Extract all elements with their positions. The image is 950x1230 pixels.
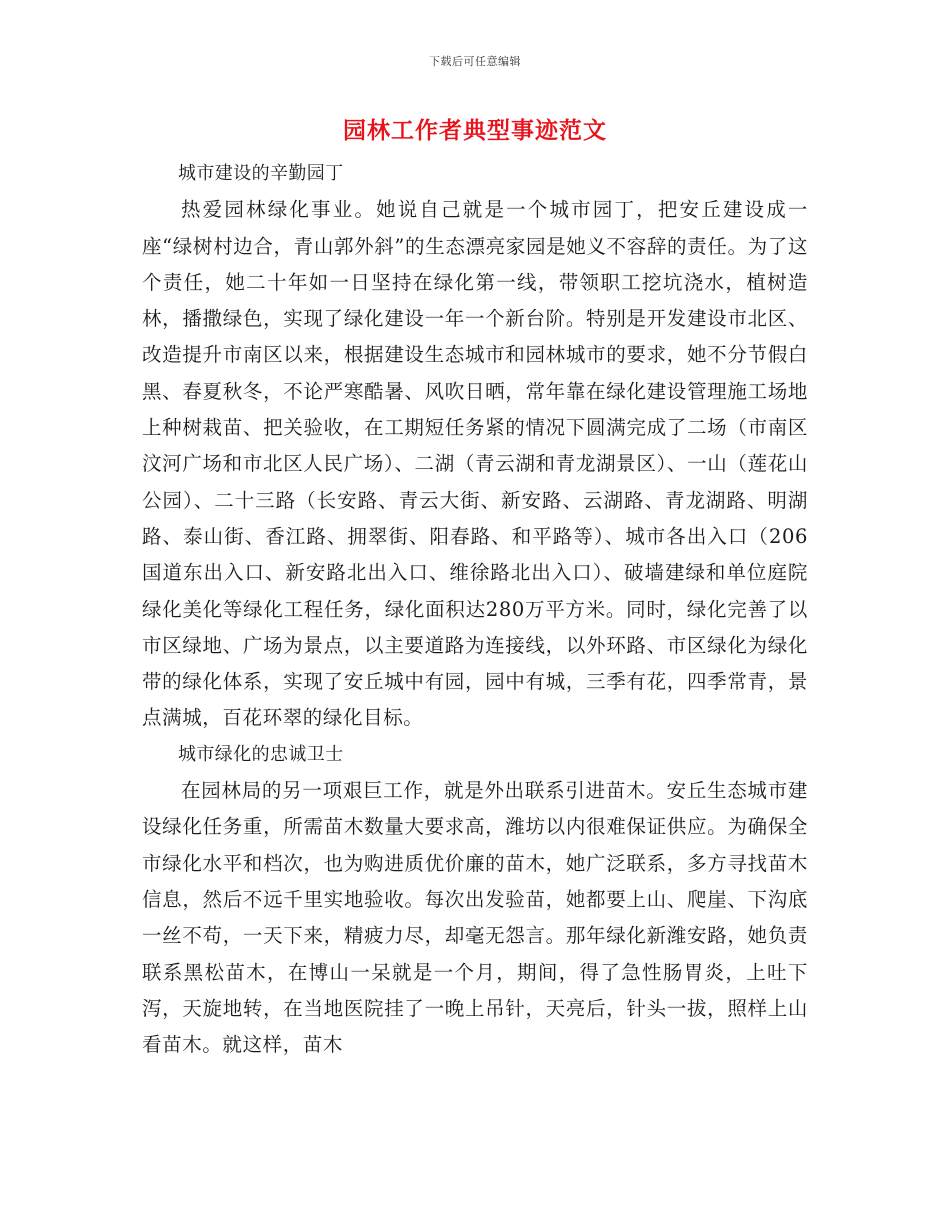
body-paragraph: 热爱园林绿化事业。她说自己就是一个城市园丁，把安丘建设成一座“绿树村边合，青山郭外斜”的生态漂亮家园是她义不容辞的责任。为了这个责任，她二十年如一日坚持在绿化第一线，带领职工挖坑浇水，植树造林，播撒绿色，实现了绿化建设一年一个新台阶。特别是开发建设市北区、改造提升市南区以来，根据建设生态城市和园林城市的要求，她不分节假白黑、春夏秋冬，不论严寒酷暑、风吹日晒，常年靠在绿化建设管理施工场地上种树栽苗、把关验收，在工期短任务紧的情况下圆满完成了二场（市南区汶河广场和市北区人民广场）、二湖（青云湖和青龙湖景区）、一山（莲花山公园）、二十三路（长安路、青云大街、新安路、云湖路、青龙湖路、明湖路、泰山街、香江路、拥翠街、阳春路、和平路等）、城市各出入口（206国道东出入口、新安路北出入口、维徐路北出入口）、破墙建绿和单位庭院绿化美化等绿化工程任务，绿化面积达280万平方米。同时，绿化完善了以市区绿地、广场为景点，以主要道路为连接线，以外环路、市区绿化为绿化带的绿化体系，实现了安丘城中有园，园中有城，三季有花，四季常青，景点满城，百花环翠的绿化目标。	[142, 198, 808, 730]
section-heading: 城市绿化的忠诚卫士	[178, 743, 344, 765]
body-paragraph: 在园林局的另一项艰巨工作，就是外出联系引进苗木。安丘生态城市建设绿化任务重，所需苗木数量大要求高，潍坊以内很难保证供应。为确保全市绿化水平和档次，也为购进质优价廉的苗木，她广泛联系，多方寻找苗木信息，然后不远千里实地验收。每次出发验苗，她都要上山、爬崖、下沟底一丝不苟，一天下来，精疲力尽，却毫无怨言。那年绿化新潍安路，她负责联系黑松苗木，在博山一呆就是一个月，期间，得了急性肠胃炎，上吐下泻，天旋地转，在当地医院挂了一晚上吊针，天亮后，针头一拔，照样上山看苗木。就这样，苗木	[142, 779, 808, 1057]
header-note: 下载后可任意编辑	[429, 55, 521, 68]
document-title: 园林工作者典型事迹范文	[343, 117, 607, 144]
document-body	[142, 156, 808, 1063]
section-heading: 城市建设的辛勤园丁	[178, 163, 344, 184]
